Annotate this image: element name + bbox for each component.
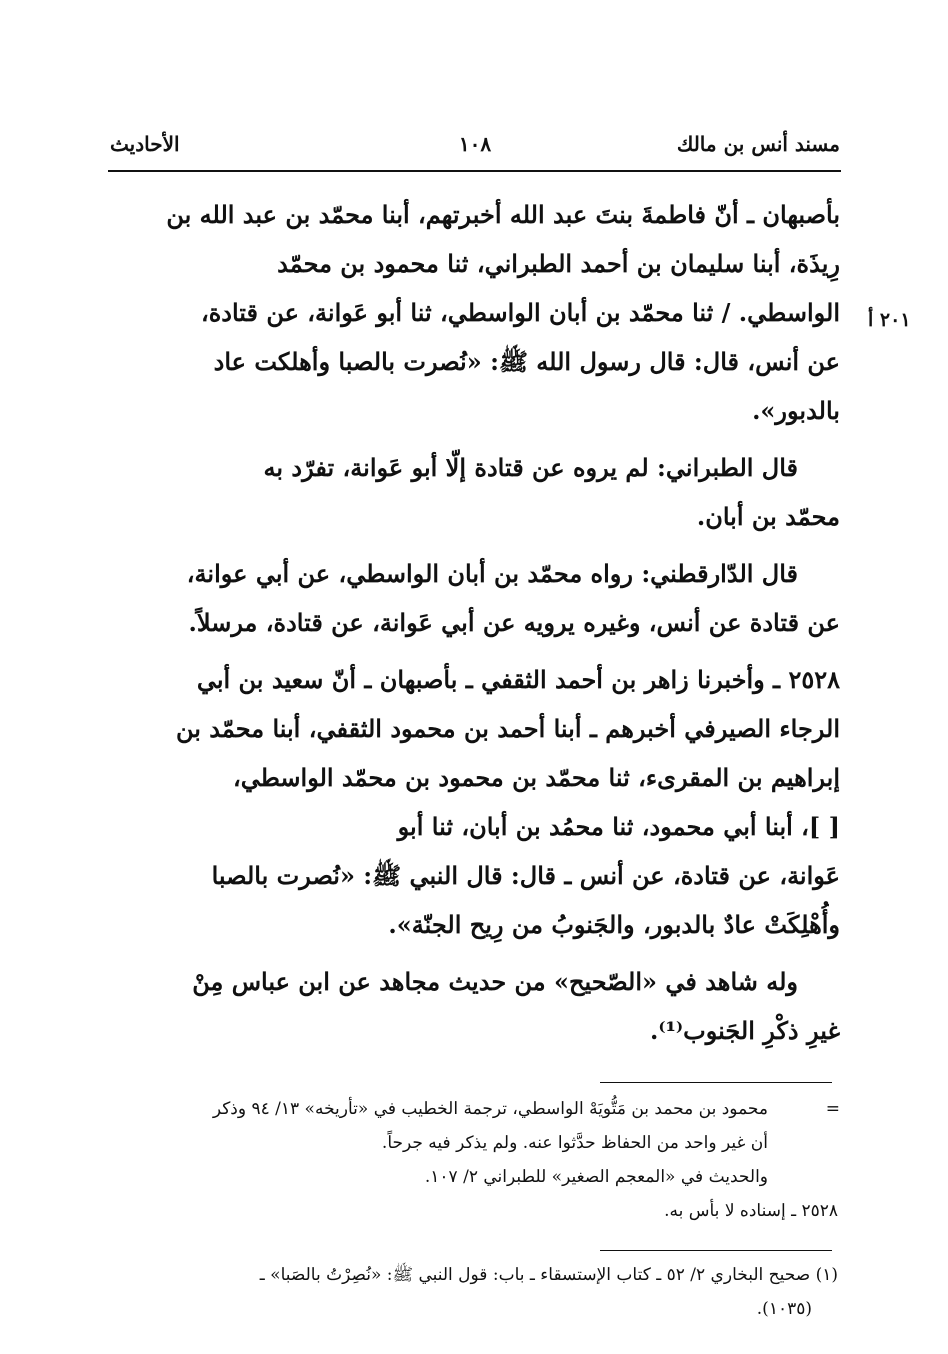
hadith-number-line: ٢٥٢٨ ـ وأخبرنا زاهر بن أحمد الثقفي ـ بأصبهان ـ أنّ سعيد بن أبي	[196, 665, 840, 694]
reference-footnotes	[110, 1258, 838, 1326]
continuation-mark: =	[825, 1099, 840, 1119]
footnote-line: محمود بن محمد بن مَتُّويَهْ الواسطي، ترجمة الخطيب في «تأريخه» ١٣/ ٩٤ وذكر	[212, 1099, 768, 1119]
text-line: وله شاهد في «الصّحيح» من حديث مجاهد عن ابن عباس مِنْ	[192, 967, 798, 996]
text-line: الرجاء الصيرفي أخبرهم ـ أبنا أحمد بن محمود الثقفي، أبنا محمّد بن	[175, 714, 840, 743]
commentary-footnotes	[110, 1092, 838, 1228]
text-line: عن أنس، قال: قال رسول الله ﷺ: «نُصرت بالصبا وأهلكت عاد	[213, 347, 840, 376]
footnote-line: (١) صحيح البخاري ٢/ ٥٢ ـ كتاب الإستسقاء ـ باب: قول النبي ﷺ: «نُصِرْتُ بالصَبا» ـ	[259, 1265, 838, 1285]
page-header	[110, 128, 840, 168]
footnote-rule	[600, 1250, 832, 1251]
manuscript-folio-note: ٢٠١ أ	[868, 309, 911, 331]
book-title: مسند أنس بن مالك	[676, 132, 840, 156]
footnote-line: والحديث في «المعجم الصغير» للطبراني ٢/ ١٠٧.	[424, 1167, 768, 1187]
text-line: [ ]، أبنا أبي محمود، ثنا محمُد بن أبان، ثنا أبو	[397, 812, 840, 841]
text-line: عن قتادة عن أنس، وغيره يرويه عن أبي عَوانة، عن قتادة، مرسلاً.	[188, 608, 840, 637]
text-line: عَوانة، عن قتادة، عن أنس ـ قال: قال النبي ﷺ: «نُصرت بالصبا	[211, 861, 840, 890]
footnote-line: أن غير واحد من الحفاظ حدَّثوا عنه. ولم يذكر فيه جرحاً.	[381, 1133, 768, 1153]
text-line: بأصبهان ـ أنّ فاطمةَ بنتَ عبد الله أخبرتهم، أبنا محمّد بن عبد الله بن	[166, 200, 840, 229]
text-line: الواسطي. / ثنا محمّد بن أبان الواسطي، ثنا أبو عَوانة، عن قتادة،	[200, 298, 840, 327]
text-line: قال الدّارقطني: رواه محمّد بن أبان الواسطي، عن أبي عوانة،	[186, 559, 798, 588]
section-title: الأحاديث	[110, 132, 180, 156]
text-line: قال الطبراني: لم يروه عن قتادة إلّا أبو عَوانة، تفرّد به	[263, 453, 798, 482]
main-text	[110, 190, 840, 1055]
text-line: غيرِ ذكْرِ الجَنوب⁽¹⁾.	[650, 1016, 840, 1045]
text-line: بالدبور».	[752, 396, 840, 425]
text-line: وأُهْلِكَتْ عادٌ بالدبور، والجَنوبُ من رِيح الجنّة».	[388, 910, 840, 939]
footnote-rule	[600, 1082, 832, 1083]
text-line: إبراهيم بن المقرىء، ثنا محمّد بن محمود بن محمّد الواسطي،	[232, 763, 840, 792]
header-rule	[108, 170, 841, 172]
text-line: محمّد بن أبان.	[696, 502, 840, 531]
page-number: ١٠٨	[458, 132, 492, 156]
text-line: رِيذَة، أبنا سليمان بن أحمد الطبراني، ثنا محمود بن محمّد	[277, 249, 840, 278]
footnote-line: (١٠٣٥).	[756, 1299, 812, 1319]
footnote-line: ٢٥٢٨ ـ إسناده لا بأس به.	[664, 1201, 838, 1221]
